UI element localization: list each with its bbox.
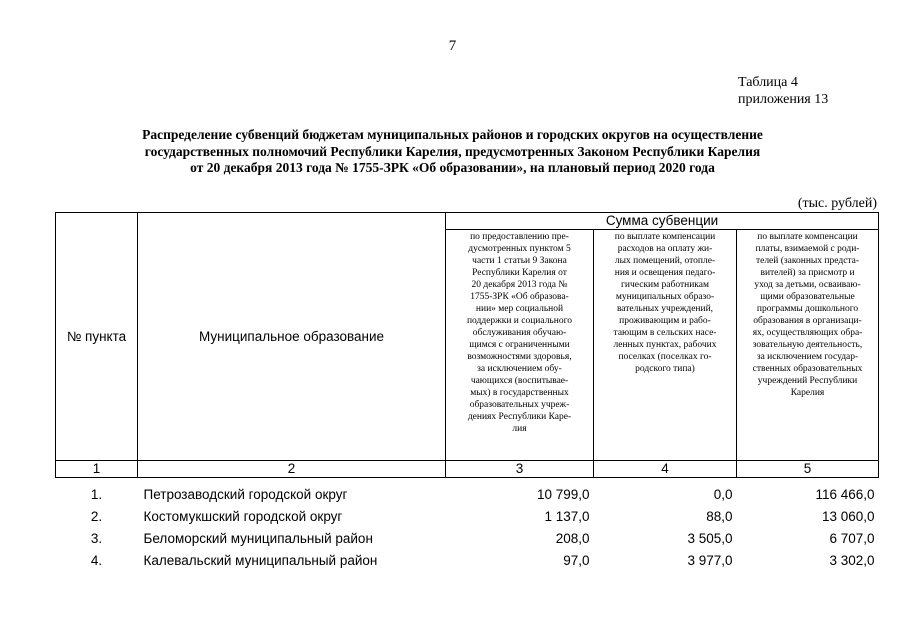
row-municipality: Костомукшский городской округ [143, 509, 343, 524]
row-value-col3: 10 799,0 [536, 487, 590, 502]
description-line: лых помещений, отопле- [614, 256, 716, 266]
description-line: по выплате компенсации [757, 232, 858, 242]
table-label-line: Таблица 4 [738, 75, 798, 90]
table-row [56, 528, 879, 550]
row-municipality: Беломорский муниципальный район [143, 531, 373, 546]
row-number: 4. [90, 553, 103, 568]
page-number: 7 [448, 38, 457, 54]
row-value-col3: 1 137,0 [544, 509, 590, 524]
table-row [56, 506, 879, 528]
description-line: ственных образовательных [752, 364, 863, 374]
description-line: обслуживания обучаю- [472, 328, 567, 338]
row-value-col4: 88,0 [706, 509, 733, 524]
description-line: за исключением обу- [477, 364, 562, 374]
description-line: части 1 статьи 9 Закона [472, 256, 567, 266]
table-label-line: приложения 13 [738, 92, 829, 107]
description-line: дусмотренных пунктом 5 [468, 244, 571, 254]
description-line: ленных пунктах, рабочих [613, 340, 717, 350]
row-value-col5: 3 302,0 [829, 553, 875, 568]
table-row [56, 550, 879, 572]
description-line: проживающим и рабо- [619, 316, 711, 326]
row-value-col4: 0,0 [713, 487, 733, 502]
description-line: образования в организаци- [753, 316, 862, 326]
table-label [738, 74, 828, 108]
description-line: поддержки и социального [466, 316, 573, 326]
header-municipality: Муниципальное образование [138, 213, 446, 461]
description-line: Республики Карелия от [472, 268, 567, 278]
row-value-col5: 116 466,0 [815, 487, 875, 502]
header-number: № пункта [56, 213, 138, 461]
column-number: 1 [56, 461, 138, 478]
row-number: 3. [90, 531, 103, 546]
description-line: нии» мер социальной [475, 304, 564, 314]
description-line: 20 декабря 2013 года № [471, 280, 568, 290]
description-line: возможностями здоровья, [467, 352, 572, 362]
description-line: тающим в сельских насе- [613, 328, 717, 338]
description-line: по предоставлению пре- [470, 232, 569, 242]
header-col4-description [594, 230, 737, 461]
description-line: телей (законных предста- [755, 256, 860, 266]
description-line: щими образовательные [760, 292, 855, 302]
row-number: 2. [90, 509, 103, 524]
header-col3-description [446, 230, 594, 461]
description-line: учреждений Республики [757, 376, 858, 386]
description-line: за исключением государ- [756, 352, 859, 362]
description-line: лия [512, 424, 527, 434]
description-line: мых) в государственных [470, 388, 569, 398]
description-line: зовательную деятельность, [752, 340, 863, 350]
column-number: 2 [138, 461, 446, 478]
description-line: образовательных учреж- [469, 400, 570, 410]
description-line: ния и освещения педаго- [614, 268, 716, 278]
units-label: (тыс. рублей) [797, 196, 877, 211]
description-line: дениях Республики Каре- [467, 412, 572, 422]
document-title [60, 127, 845, 177]
description-line: по выплате компенсации [614, 232, 716, 242]
title-line: от 20 декабря 2013 года № 1755-ЗРК «Об образовании», на плановый период 2020 года [190, 160, 715, 175]
column-number: 3 [446, 461, 594, 478]
description-line: поселках (поселках го- [618, 352, 712, 362]
column-number: 4 [594, 461, 737, 478]
description-line: гическим работникам [621, 280, 709, 290]
header-sum: Сумма субвенции [446, 213, 879, 230]
description-line: уход за детьми, осваиваю- [754, 280, 861, 290]
description-line: расходов на оплату жи- [617, 244, 713, 254]
description-line: щимся с ограниченными [469, 340, 570, 350]
description-line: вательных учреждений, [616, 304, 714, 314]
row-number: 1. [90, 487, 103, 502]
description-line: Карелия [790, 388, 825, 398]
row-value-col5: 6 707,0 [829, 531, 875, 546]
row-value-col5: 13 060,0 [821, 509, 875, 524]
title-line: государственных полномочий Республики Карелия, предусмотренных Законом Республики Карелия [144, 143, 761, 159]
description-line: родского типа) [635, 364, 695, 374]
subvention-table [55, 212, 879, 572]
description-line: муниципальных образо- [615, 292, 715, 302]
row-municipality: Калевальский муниципальный район [143, 553, 378, 568]
column-numbers-row [56, 461, 879, 478]
description-line: программы дошкольного [756, 304, 859, 314]
header-col5-description [737, 230, 879, 461]
description-line: платы, взимаемой с роди- [755, 244, 860, 254]
title-line: Распределение субвенций бюджетам муниципальных районов и городских округов на осуществление [142, 127, 763, 142]
description-line: ях, осуществляющих обра- [752, 328, 863, 338]
table-row [56, 484, 879, 506]
column-number: 5 [737, 461, 879, 478]
description-line: вителей) за присмотр и [760, 268, 855, 278]
row-municipality: Петрозаводский городской округ [143, 487, 348, 502]
row-value-col3: 208,0 [555, 531, 590, 546]
row-value-col3: 97,0 [563, 553, 590, 568]
row-value-col4: 3 505,0 [687, 531, 733, 546]
header-row [56, 213, 879, 230]
description-line: чающихся (воспитывае- [470, 376, 569, 386]
description-line: 1755-ЗРК «Об образова- [470, 292, 569, 302]
row-value-col4: 3 977,0 [687, 553, 733, 568]
